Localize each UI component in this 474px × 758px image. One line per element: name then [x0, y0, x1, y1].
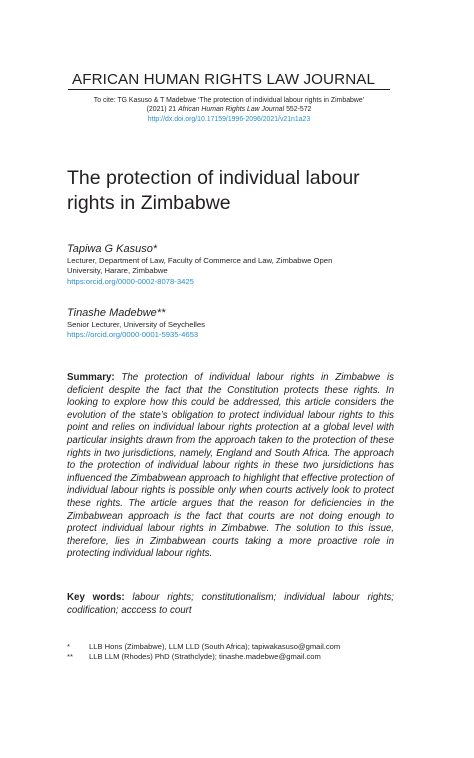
- author-name: Tapiwa G Kasuso*: [67, 243, 158, 255]
- footnote-mark: **: [67, 652, 73, 661]
- summary-text: The protection of individual labour rights in Zimbabwe is deficient despite the fact that the Constitution protects these rights. In looking to explore how this could be addressed, this article considers the evolution of the state’s obligation to protect individual labour rights to this point and relies on individual labour rights protection at a global level with particular insights drawn from the approach taken to the protection of these rights in two jurisdictions, namely, England and South Africa. The approach to the protection of individual labour rights in these two jursidictions has influenced the Zimbabwean approach to highlight that effective protection of individual labour rights is possible only when courts actively look to protect these rights. The article argues that the reason for deficiencies in the Zimbabwean approach is the fact that courts are not doing enough to protect individual labour rights in Zimbabwe. The solution to this issue, therefore, lies in Zimbabwean courts taking a more proactive role in protecting individual labour rights.: [67, 372, 395, 560]
- header-rule: [68, 89, 390, 90]
- keywords-text: labour rights; constitutionalism; individual labour rights; codification; acccess to court: [67, 592, 394, 616]
- keywords-label: Key words:: [67, 592, 125, 603]
- footnote: [67, 652, 407, 662]
- author-affiliation: University, Harare, Zimbabwe: [67, 266, 168, 276]
- citation-journal: African Human Rights Law Journal: [178, 106, 285, 114]
- doi-link[interactable]: http://dx.doi.org/10.17159/1996-2096/2021/v21n1a23: [147, 115, 311, 123]
- author-affiliation: Lecturer, Department of Law, Faculty of Commerce and Law, Zimbabwe Open: [67, 256, 333, 265]
- citation-line-2: (2021) 21 African Human Rights Law Journal 552-572: [146, 106, 312, 114]
- footnote: [67, 642, 407, 652]
- footnote-text: LLB LLM (Rhodes) PhD (Strathclyde); tinashe.madebwe@gmail.com: [89, 652, 321, 661]
- footnote-mark: *: [67, 642, 70, 651]
- footnotes: [67, 642, 407, 662]
- author-block-2: [67, 306, 407, 341]
- summary-paragraph: [67, 372, 394, 561]
- summary-label: Summary:: [67, 372, 115, 383]
- orcid-link[interactable]: https:orcid.org/0000-0002-8078-3425: [67, 276, 194, 286]
- footnote-text: LLB Hons (Zimbabwe), LLM LLD (South Africa); tapiwakasuso@gmail.com: [89, 642, 341, 651]
- author-name: Tinashe Madebwe**: [67, 307, 166, 319]
- citation-line-1: To cite: TG Kasuso & T Madebwe ‘The protection of individual labour rights in Zimbabwe’: [93, 97, 365, 104]
- author-affiliation: Senior Lecturer, University of Seychelles: [67, 320, 206, 329]
- orcid-link[interactable]: https://orcid.org/0000-0001-5935-4653: [67, 330, 199, 340]
- article-title: The protection of individual labour rights in Zimbabwe: [67, 167, 360, 214]
- citation-block: [68, 96, 390, 124]
- author-block-1: [67, 242, 407, 287]
- keywords-paragraph: [67, 592, 394, 617]
- journal-name: AFRICAN HUMAN RIGHTS LAW JOURNAL: [72, 71, 376, 88]
